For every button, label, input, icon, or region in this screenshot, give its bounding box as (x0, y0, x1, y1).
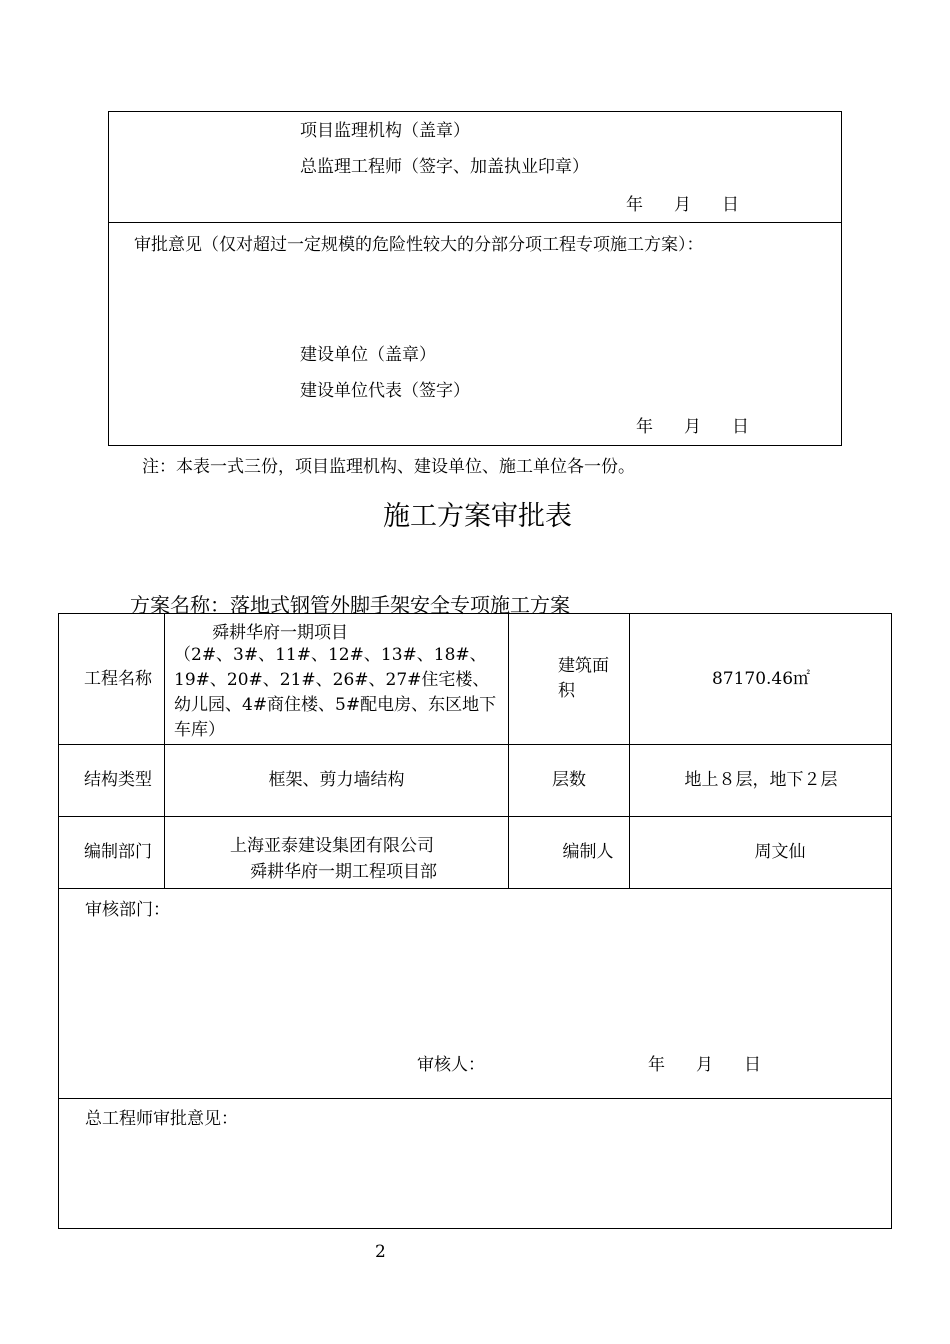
prep-dept-line1: 上海亚泰建设集团有限公司 (230, 836, 434, 856)
date1-month: 月 (674, 195, 691, 215)
building-area-value: 87170.46㎡ (711, 668, 811, 689)
date1-year: 年 (626, 195, 643, 215)
date3-month: 月 (696, 1055, 713, 1075)
reviewer-label: 审核人： (417, 1055, 485, 1075)
structure-type-label: 结构类型 (84, 770, 152, 790)
owner-unit-label: 建设单位（盖章） (300, 345, 436, 365)
row-line-3 (58, 888, 892, 889)
supervisor-org-label: 项目监理机构（盖章） (300, 121, 470, 141)
prep-dept-line2: 舜耕华府一期工程项目部 (250, 862, 437, 882)
scheme-name: 方案名称：落地式钢管外脚手架安全专项施工方案 (130, 593, 570, 617)
project-name-label: 工程名称 (84, 668, 152, 689)
building-area-label: 建筑面积 (558, 656, 609, 701)
floors-label: 层数 (552, 770, 586, 790)
structure-type-value: 框架、剪力墙结构 (268, 770, 405, 790)
date3-year: 年 (648, 1055, 665, 1075)
note-text: 注：本表一式三份，项目监理机构、建设单位、施工单位各一份。 (142, 457, 635, 477)
project-name-line1: 舜耕华府一期项目 (212, 623, 348, 643)
owner-rep-label: 建设单位代表（签字） (300, 381, 470, 401)
date2-year: 年 (636, 417, 653, 437)
prep-dept-label: 编制部门 (84, 842, 152, 862)
approval-opinion-label: 审批意见（仅对超过一定规模的危险性较大的分部分项工程专项施工方案）： (134, 235, 704, 255)
form-title: 施工方案审批表 (383, 501, 572, 532)
date2-month: 月 (684, 417, 701, 437)
chief-engineer-label: 总工程师审批意见： (85, 1109, 238, 1129)
project-name-detail: （2#、3#、11#、12#、13#、18#、19#、20#、21#、26#、27#住宅楼、幼儿园、4#商住楼、5#配电房、东区地下车库） (174, 645, 497, 740)
row-line-4 (58, 1098, 892, 1099)
chief-supervisor-label: 总监理工程师（签字、加盖执业印章） (300, 157, 589, 177)
review-dept-label: 审核部门： (85, 900, 170, 920)
top-table-divider (108, 222, 842, 223)
date1-day: 日 (722, 195, 739, 215)
date2-day: 日 (732, 417, 749, 437)
page-number: 2 (375, 1242, 386, 1262)
date3-day: 日 (744, 1055, 761, 1075)
preparer-label: 编制人 (562, 842, 614, 862)
floors-value: 地上８层，地下２层 (684, 770, 838, 790)
preparer-value: 周文仙 (754, 842, 806, 862)
